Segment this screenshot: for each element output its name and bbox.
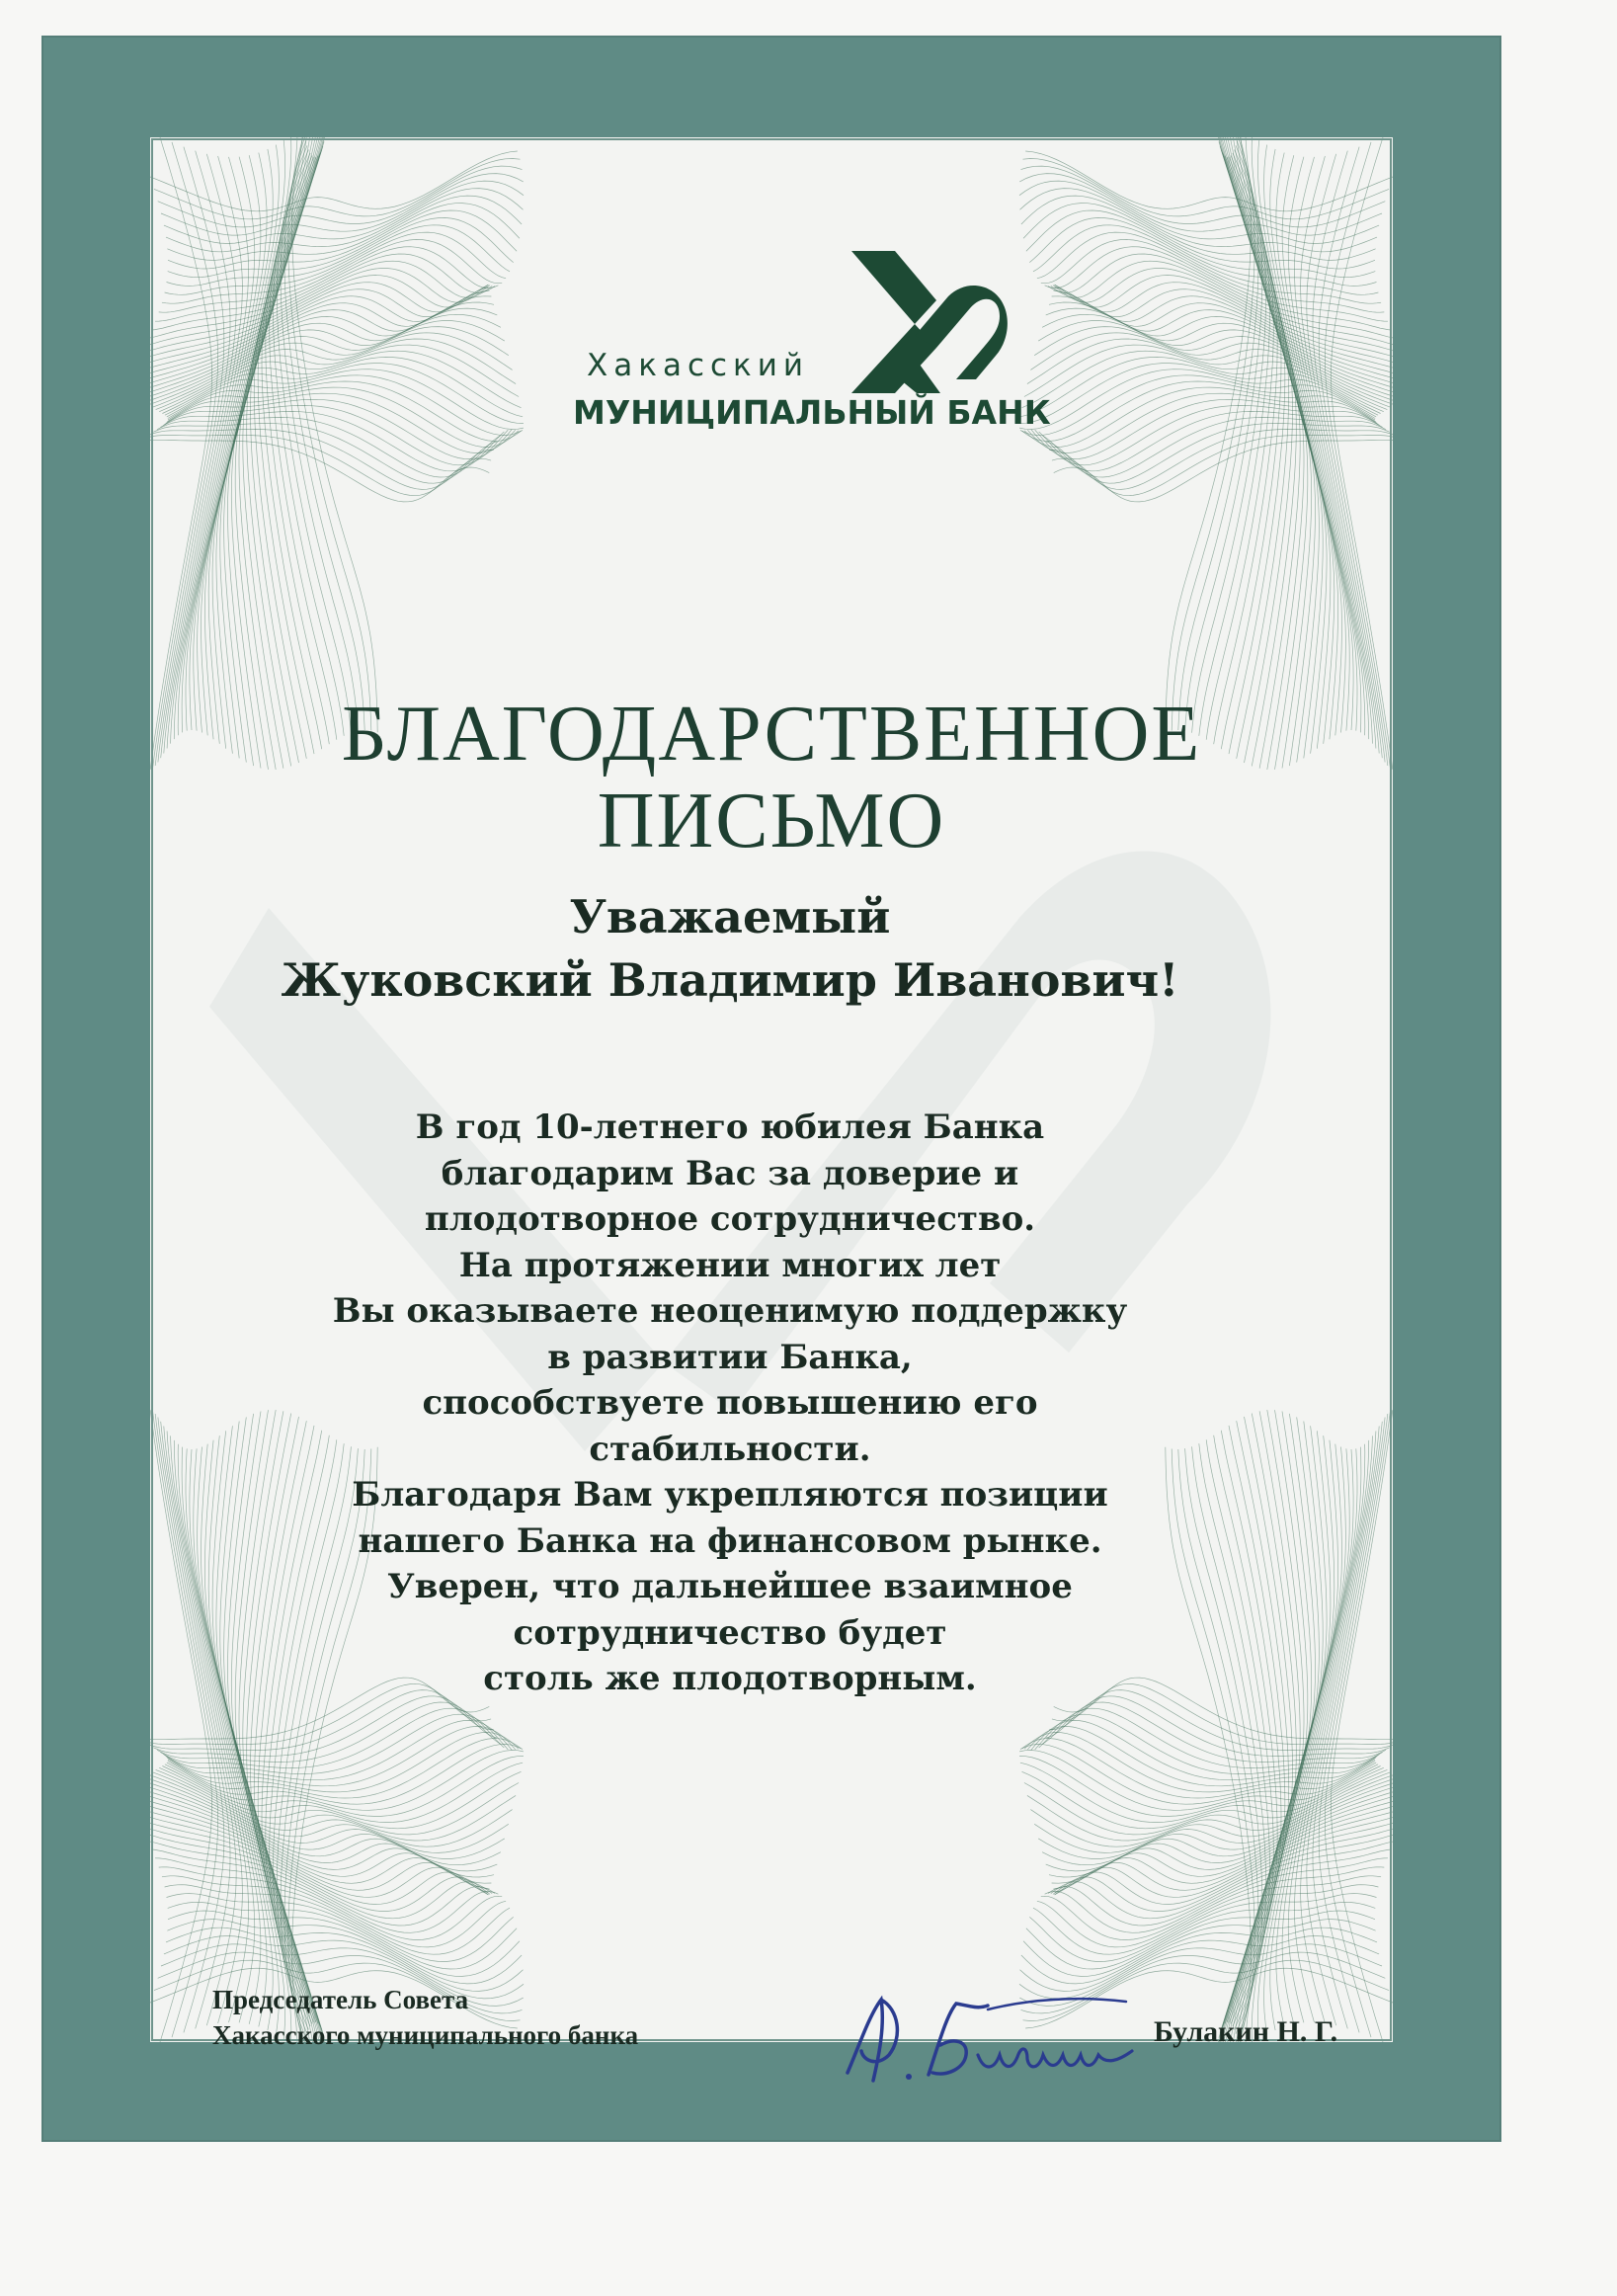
- signatory-position-line-1: Председатель Совета: [212, 1985, 469, 2014]
- title-line-1: БЛАГОДАРСТВЕННОЕ: [341, 691, 1202, 778]
- salutation-line-1: Уважаемый: [569, 890, 891, 943]
- signatory-position-line-2: Хакасского муниципального банка: [212, 2020, 639, 2050]
- bank-name-line-1: Хакасский: [587, 348, 810, 383]
- body-line: благодарим Вас за доверие и: [441, 1153, 1019, 1193]
- handwritten-signature: [830, 1986, 1146, 2094]
- letter-title: [150, 691, 1393, 864]
- body-line: плодотворное сотрудничество.: [424, 1199, 1036, 1239]
- body-line: способствуете повышению его: [422, 1383, 1038, 1423]
- body-line: Уверен, что дальнейшее взаимное: [387, 1567, 1073, 1606]
- body-line: сотрудничество будет: [513, 1612, 947, 1653]
- signatory-position: [212, 1982, 638, 2053]
- title-line-2: ПИСЬМО: [597, 778, 946, 864]
- body-line: На протяжении многих лет: [458, 1245, 1002, 1285]
- body-line: Вы оказываете неоценимую поддержку: [332, 1291, 1128, 1331]
- salutation: [109, 885, 1351, 1012]
- signatory-name: Булакин Н. Г.: [1154, 2015, 1338, 2048]
- salutation-line-2: Жуковский Владимир Иванович!: [281, 953, 1179, 1007]
- body-line: нашего Банка на финансовом рынке.: [358, 1520, 1102, 1561]
- letter-body: [109, 1105, 1351, 1702]
- body-line: стабильности.: [589, 1429, 871, 1469]
- body-line: в развитии Банка,: [547, 1337, 913, 1377]
- body-line: Благодаря Вам укрепляются позиции: [352, 1475, 1108, 1515]
- body-line: В год 10-летнего юбилея Банка: [415, 1107, 1045, 1147]
- body-line: столь же плодотворным.: [483, 1659, 977, 1698]
- bank-name-line-2: МУНИЦИПАЛЬНЫЙ БАНК: [573, 393, 1051, 432]
